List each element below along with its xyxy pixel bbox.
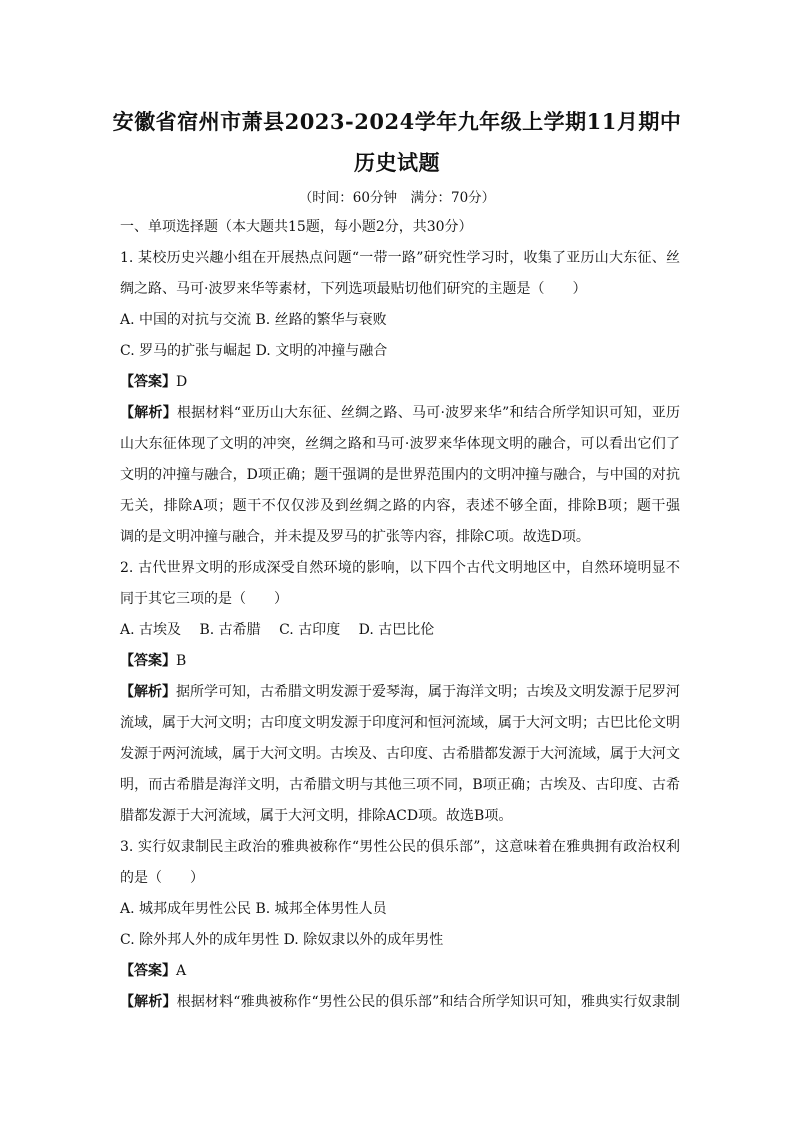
q2-analysis-line-2: 流域，属于大河文明；古印度文明发源于印度河和恒河流域，属于大河文明；古巴比伦文明 <box>120 715 680 731</box>
q3-stem-line-2: 的是（ ） <box>120 870 204 886</box>
analysis-label: 【解析】 <box>120 405 177 421</box>
answer-value: D <box>176 374 188 390</box>
q2-stem-line-1: 2. 古代世界文明的形成深受自然环境的影响，以下四个古代文明地区中，自然环境明显不 <box>120 560 680 576</box>
q1-stem-line-2: 绸之路、马可·波罗来华等素材，下列选项最贴切他们研究的主题是（ ） <box>120 281 587 297</box>
q2-analysis-line-1 <box>120 682 680 702</box>
analysis-text: 据所学可知，古希腊文明发源于爱琴海，属于海洋文明；古埃及文明发源于尼罗河 <box>176 684 680 700</box>
q1-analysis-line-4: 无关，排除A项；题干不仅仅涉及到丝绸之路的内容，表述不够全面，排除B项；题干强 <box>120 498 680 514</box>
q2-analysis-line-5: 腊都发源于大河流域，属于大河文明，排除ACD项。故选B项。 <box>120 808 513 824</box>
answer-label: 【答案】 <box>120 374 176 390</box>
q2-options: A. 古埃及 B. 古希腊 C. 古印度 D. 古巴比伦 <box>120 622 435 638</box>
q1-answer <box>120 372 680 392</box>
q2-stem-line-2: 同于其它三项的是（ ） <box>120 591 288 607</box>
q1-options-cd: C. 罗马的扩张与崛起 D. 文明的冲撞与融合 <box>120 343 388 359</box>
q1-analysis-line-5: 调的是文明冲撞与融合，并未提及罗马的扩张等内容，排除C项。故选D项。 <box>120 529 590 545</box>
document-title: 安徽省宿州市萧县2023-2024学年九年级上学期11月期中 <box>112 109 682 134</box>
analysis-label: 【解析】 <box>120 994 177 1010</box>
section-heading: 一、单项选择题（本大题共15题，每小题2分，共30分） <box>120 219 473 235</box>
analysis-text: 根据材料“亚历山大东征、丝绸之路、马可·波罗来华”和结合所学知识可知，亚历 <box>176 405 681 421</box>
analysis-text: 根据材料“雅典被称作“男性公民的俱乐部”和结合所学知识可知，雅典实行奴隶制 <box>176 994 680 1010</box>
document-subtitle: 历史试题 <box>354 150 440 175</box>
q2-analysis-line-3: 发源于两河流域，属于大河文明。古埃及、古印度、古希腊都发源于大河流域，属于大河文 <box>120 746 680 762</box>
answer-value: B <box>176 653 187 669</box>
exam-info: （时间：60分钟 满分：70分） <box>298 190 496 206</box>
q3-answer <box>120 961 680 981</box>
answer-label: 【答案】 <box>120 653 176 669</box>
q2-answer <box>120 651 680 671</box>
q3-stem-line-1: 3. 实行奴隶制民主政治的雅典被称作“男性公民的俱乐部”，这意味着在雅典拥有政治权利 <box>120 839 680 855</box>
q3-options-cd: C. 除外邦人外的成年男性 D. 除奴隶以外的成年男性 <box>120 932 444 948</box>
q3-analysis-line-1 <box>120 992 680 1012</box>
q1-options-ab: A. 中国的对抗与交流 B. 丝路的繁华与衰败 <box>120 312 387 328</box>
q2-analysis-line-4: 明，而古希腊是海洋文明，古希腊文明与其他三项不同，B项正确；古埃及、古印度、古希 <box>120 777 680 793</box>
answer-value: A <box>176 963 187 979</box>
analysis-label: 【解析】 <box>120 684 176 700</box>
q1-analysis-line-3: 文明的冲撞与融合，D项正确；题干强调的是世界范围内的文明冲撞与融合，与中国的对抗 <box>120 467 680 483</box>
answer-label: 【答案】 <box>120 963 176 979</box>
q1-stem-line-1: 1. 某校历史兴趣小组在开展热点问题“一带一路”研究性学习时，收集了亚历山大东征、丝 <box>120 250 680 266</box>
q3-options-ab: A. 城邦成年男性公民 B. 城邦全体男性人员 <box>120 901 387 917</box>
q1-analysis-line-1 <box>120 403 680 423</box>
q1-analysis-line-2: 山大东征体现了文明的冲突，丝绸之路和马可·波罗来华体现文明的融合，可以看出它们了 <box>120 436 680 452</box>
